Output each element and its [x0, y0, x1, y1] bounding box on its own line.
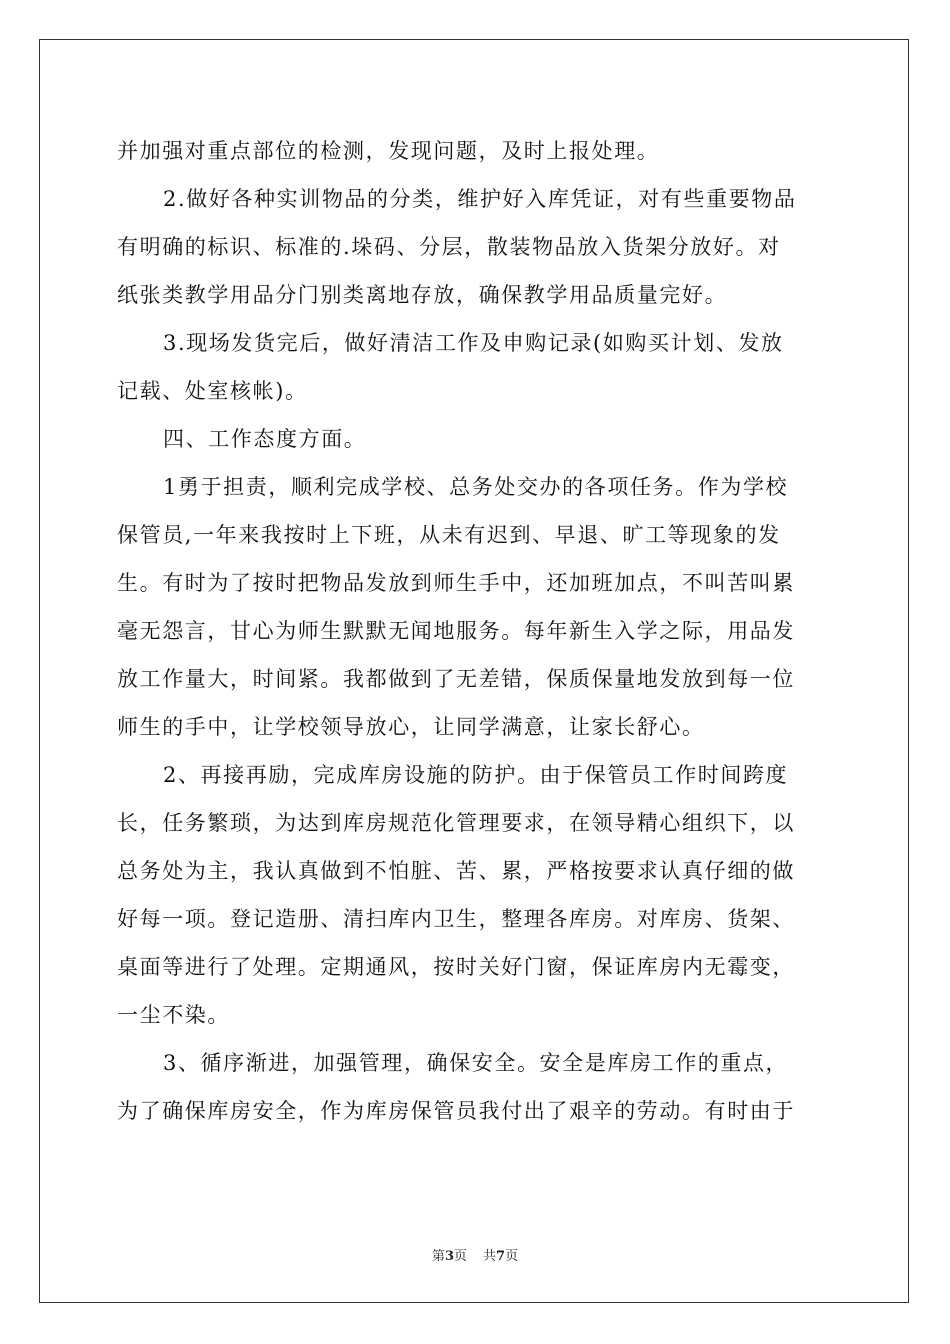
- text-line: 1勇于担责，顺利完成学校、总务处交办的各项任务。作为学校: [163, 475, 789, 499]
- text-line: 好每一项。登记造册、清扫库内卫生，整理各库房。对库房、货架、: [117, 907, 795, 931]
- text-line: 毫无怨言，甘心为师生默默无闻地服务。每年新生入学之际，用品发: [117, 619, 795, 643]
- total-prefix: 共: [483, 1249, 497, 1264]
- text-line: 3、循序渐进，加强管理，确保安全。安全是库房工作的重点，: [163, 1051, 789, 1075]
- page-current: 3: [444, 1249, 454, 1264]
- text-line: 并加强对重点部位的检测，发现问题，及时上报处理。: [117, 139, 660, 163]
- text-line: 放工作量大，时间紧。我都做到了无差错，保质保量地发放到每一位: [117, 667, 795, 691]
- page-total: 7: [496, 1249, 506, 1264]
- text-line: 有明确的标识、标准的.垛码、分层，散装物品放入货架分放好。对: [117, 235, 781, 259]
- text-line: 桌面等进行了处理。定期通风，按时关好门窗，保证库房内无霉变，: [117, 955, 795, 979]
- text-line: 保管员,一年来我按时上下班，从未有迟到、早退、旷工等现象的发: [117, 523, 781, 547]
- text-line: 2.做好各种实训物品的分类，维护好入库凭证，对有些重要物品: [163, 187, 797, 211]
- text-line: 师生的手中，让学校领导放心，让同学满意，让家长舒心。: [117, 715, 705, 739]
- text-line: 记载、处室核帐)。: [117, 379, 308, 403]
- section-heading: 四、工作态度方面。: [163, 427, 367, 451]
- page-prefix: 第: [431, 1249, 445, 1264]
- text-line: 长，任务繁琐，为达到库房规范化管理要求，在领导精心组织下，以: [117, 811, 795, 835]
- text-line: 生。有时为了按时把物品发放到师生手中，还加班加点，不叫苦叫累: [117, 571, 795, 595]
- document-body: [117, 127, 833, 1135]
- page-suffix: 页: [453, 1249, 467, 1264]
- text-line: 为了确保库房安全，作为库房保管员我付出了艰辛的劳动。有时由于: [117, 1099, 795, 1123]
- text-line: 一尘不染。: [117, 1003, 230, 1027]
- text-line: 3.现场发货完后，做好清洁工作及申购记录(如购买计划、发放: [163, 331, 784, 355]
- page-footer: [0, 1245, 950, 1264]
- text-line: 总务处为主，我认真做到不怕脏、苦、累，严格按要求认真仔细的做: [117, 859, 795, 883]
- text-line: 纸张类教学用品分门别类离地存放，确保教学用品质量完好。: [117, 283, 728, 307]
- total-suffix: 页: [505, 1249, 519, 1264]
- text-line: 2、再接再励，完成库房设施的防护。由于保管员工作时间跨度: [163, 763, 789, 787]
